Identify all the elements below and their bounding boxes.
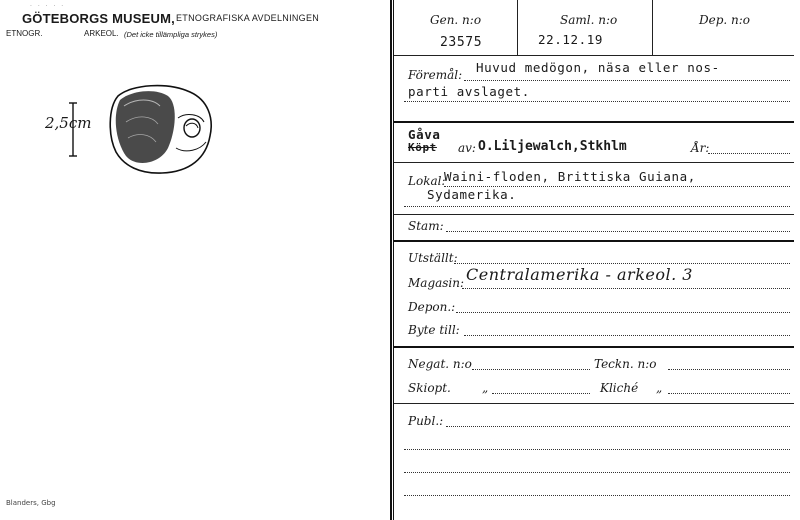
magasin-dotline — [462, 288, 790, 289]
lokal-label: Lokal: — [408, 174, 446, 188]
magasin-label: Magasin: — [408, 276, 465, 290]
foremal-line2: parti avslaget. — [408, 84, 530, 99]
publ-dotline — [404, 472, 790, 473]
kop-struck: Köpt — [408, 141, 437, 154]
donor-name: O.Liljewalch,Stkhlm — [478, 139, 627, 154]
stam-dotline — [446, 231, 790, 232]
kliche-dotline — [668, 393, 790, 394]
byte-label: Byte till: — [408, 323, 460, 337]
section-rule — [394, 121, 794, 123]
utstallt-dotline — [454, 263, 790, 264]
header-dots: · · · · · — [30, 3, 66, 10]
negat-label: Negat. n:o — [408, 357, 472, 371]
kliche-ditto: „ — [656, 381, 663, 395]
byte-dotline — [464, 335, 790, 336]
publ-label: Publ.: — [408, 414, 444, 428]
lokal-line2: Sydamerika. — [427, 187, 517, 202]
publ-dotline — [446, 426, 790, 427]
utstallt-label: Utställt: — [408, 251, 458, 265]
ar-label: År: — [691, 141, 710, 155]
museum-name: GÖTEBORGS MUSEUM, — [22, 11, 175, 26]
arkeol-label: ARKEOL. — [84, 29, 119, 38]
depon-label: Depon.: — [408, 300, 456, 314]
teckn-label: Teckn. n:o — [594, 357, 657, 371]
depon-dotline — [456, 312, 790, 313]
strike-note: (Det icke tillämpliga strykes) — [124, 30, 218, 39]
lokal-dotline2 — [404, 206, 790, 207]
publ-dotline — [404, 495, 790, 496]
etnogr-label: ETNOGR. — [6, 29, 43, 38]
kliche-label: Kliché — [600, 381, 639, 395]
publ-dotline — [404, 449, 790, 450]
magasin-value: Centralamerika - arkeol. 3 — [466, 265, 693, 284]
skiopt-ditto: „ — [482, 381, 489, 395]
negat-dotline — [472, 369, 590, 370]
dep-no-label: Dep. n:o — [699, 13, 751, 27]
section-rule — [394, 162, 794, 163]
card-border-inner — [393, 0, 394, 520]
department-name: ETNOGRAFISKA AVDELNINGEN — [176, 13, 320, 23]
section-rule — [394, 403, 794, 404]
foremal-line1: Huvud medögon, näsa eller nos- — [476, 60, 720, 75]
section-rule — [394, 214, 794, 215]
teckn-dotline — [668, 369, 790, 370]
cell-divider — [652, 0, 653, 55]
printer-credit: Blanders, Gbg — [6, 499, 56, 507]
saml-no-value: 22.12.19 — [538, 32, 604, 47]
card-border — [390, 0, 392, 520]
object-sketch — [40, 78, 220, 178]
foremal-dotline2 — [404, 101, 790, 102]
scale-label: 2,5cm — [45, 114, 92, 132]
section-rule — [394, 346, 794, 348]
gen-no-label: Gen. n:o — [430, 13, 482, 27]
saml-no-label: Saml. n:o — [560, 13, 618, 27]
ar-dotline — [708, 153, 790, 154]
gen-no-value: 23575 — [440, 35, 483, 50]
skiopt-label: Skiopt. — [408, 381, 451, 395]
lokal-line1: Waini-floden, Brittiska Guiana, — [444, 169, 696, 184]
av-label: av: — [458, 141, 476, 155]
stam-label: Stam: — [408, 219, 444, 233]
foremal-dotline — [464, 80, 790, 81]
section-rule — [394, 240, 794, 242]
cell-divider — [517, 0, 518, 55]
top-row-rule — [394, 55, 794, 56]
skiopt-dotline — [492, 393, 590, 394]
gava-word: Gåva — [408, 127, 441, 142]
foremal-label: Föremål: — [408, 68, 463, 82]
